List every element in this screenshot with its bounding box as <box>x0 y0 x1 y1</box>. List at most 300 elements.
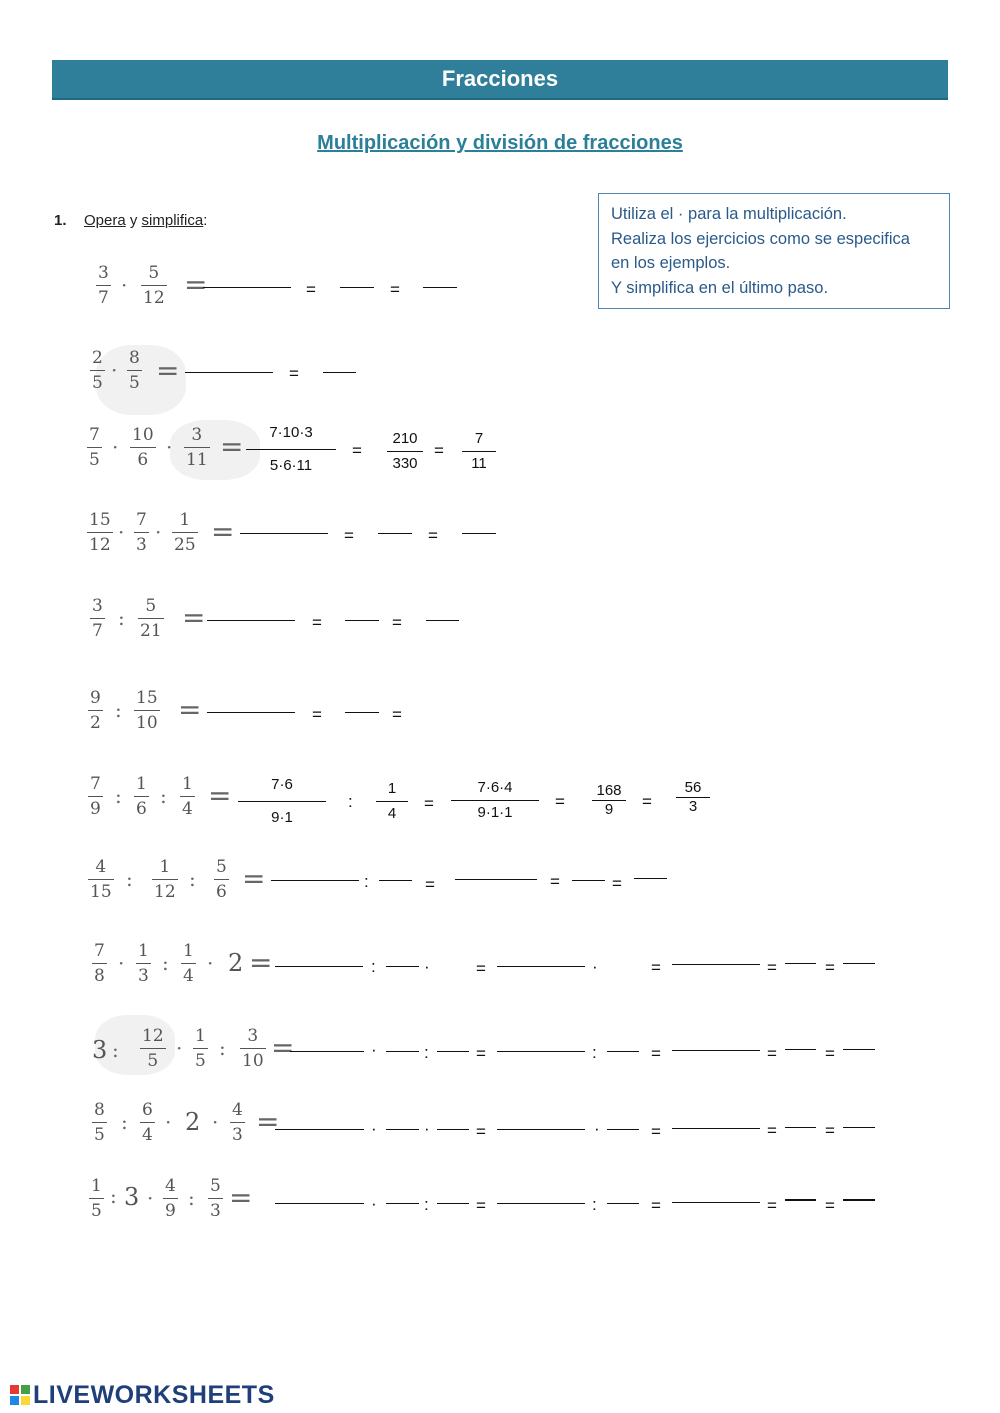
denominator: 12 <box>89 535 111 555</box>
example-step-fraction <box>246 424 336 475</box>
equals-sign: = <box>312 705 322 724</box>
numerator: 7·6 <box>271 776 293 793</box>
denominator: 5 <box>147 1051 159 1071</box>
operator: : <box>118 606 125 630</box>
operator: : <box>121 1110 128 1134</box>
equals-sign: = <box>651 1196 661 1215</box>
colon-sign: : <box>424 1195 429 1214</box>
numerator: 1 <box>136 774 147 794</box>
denominator: 11 <box>471 455 487 472</box>
fraction-bar <box>92 963 107 964</box>
fraction-bar <box>163 1198 178 1199</box>
numerator: 15 <box>89 510 111 530</box>
colon-sign: : <box>592 1043 597 1062</box>
numerator: 1 <box>183 941 194 961</box>
answer-blank[interactable] <box>843 963 875 964</box>
numerator: 8 <box>94 1100 105 1120</box>
denominator: 5·6·11 <box>269 457 313 474</box>
fraction <box>92 941 107 986</box>
operator: : <box>115 698 122 722</box>
answer-blank[interactable] <box>207 620 295 621</box>
numerator: 1 <box>138 941 149 961</box>
instruction-line: Realiza los ejercicios como se especifica <box>611 229 910 248</box>
answer-blank[interactable] <box>426 620 459 621</box>
numerator: 5 <box>148 263 160 283</box>
answer-blank[interactable] <box>672 1202 760 1203</box>
equals-sign: = <box>182 601 206 634</box>
equals-sign: = <box>229 1181 253 1214</box>
answer-blank[interactable] <box>497 966 585 967</box>
equals-sign: = <box>289 364 299 383</box>
answer-blank[interactable] <box>672 1128 760 1129</box>
fraction <box>181 941 196 986</box>
answer-blank[interactable] <box>843 1127 875 1128</box>
numerator: 3 <box>247 1026 259 1046</box>
prompt-word-simplifica: simplifica <box>141 212 204 229</box>
fraction <box>90 596 105 641</box>
dot-sign: · <box>594 1119 600 1138</box>
denominator: 3 <box>232 1125 243 1145</box>
fraction <box>163 1176 178 1221</box>
denominator: 9 <box>604 801 614 818</box>
denominator: 15 <box>90 882 112 902</box>
denominator: 4 <box>142 1125 153 1145</box>
fraction <box>172 510 198 555</box>
equals-sign: = <box>642 792 652 811</box>
fraction <box>136 941 151 986</box>
equals-sign: = <box>428 526 438 545</box>
equals-sign: = <box>476 1196 486 1215</box>
denominator: 330 <box>392 455 418 472</box>
numerator: 5 <box>145 596 157 616</box>
numerator: 1 <box>195 1026 206 1046</box>
equals-sign: = <box>211 515 235 548</box>
denominator: 5 <box>195 1051 206 1071</box>
fraction-bar <box>184 447 210 448</box>
fraction <box>90 348 105 393</box>
question-number: 1. <box>54 212 67 229</box>
example-result-fraction <box>462 430 496 473</box>
numerator: 2 <box>92 348 103 368</box>
equals-sign: = <box>825 1044 835 1063</box>
denominator: 6 <box>137 450 149 470</box>
example-step-fraction <box>451 779 539 822</box>
answer-blank[interactable] <box>843 1049 875 1050</box>
numerator: 12 <box>142 1026 164 1046</box>
dot-sign: · <box>371 1119 377 1138</box>
fraction-bar <box>140 1122 155 1123</box>
fraction-bar <box>134 532 149 533</box>
answer-blank[interactable] <box>455 879 537 880</box>
answer-blank[interactable] <box>386 966 419 967</box>
instruction-line: Y simplifica en el último paso. <box>611 278 829 297</box>
operator: : <box>162 951 169 975</box>
operator: · <box>111 358 118 382</box>
denominator: 7 <box>98 288 109 308</box>
denominator: 8 <box>94 966 105 986</box>
denominator: 5 <box>94 1125 105 1145</box>
equals-sign: = <box>352 441 362 460</box>
denominator: 9 <box>90 799 101 819</box>
fraction <box>96 263 111 308</box>
denominator: 10 <box>136 713 158 733</box>
answer-blank[interactable] <box>378 533 412 534</box>
denominator: 5 <box>129 373 140 393</box>
answer-blank[interactable] <box>423 287 457 288</box>
answer-blank[interactable] <box>672 964 760 965</box>
operator: · <box>207 951 214 975</box>
equals-sign: = <box>249 946 273 979</box>
answer-blank[interactable] <box>437 1051 469 1052</box>
denominator: 2 <box>90 713 101 733</box>
equals-sign: = <box>156 354 180 387</box>
whole-number: 3 <box>124 1183 140 1211</box>
numerator: 7 <box>136 510 147 530</box>
denominator: 4 <box>387 805 397 822</box>
numerator: 1 <box>387 780 397 797</box>
fraction <box>88 857 114 902</box>
equals-sign: = <box>825 1196 835 1215</box>
answer-blank[interactable] <box>497 1129 585 1130</box>
fraction-bar <box>208 1198 223 1199</box>
numerator: 4 <box>165 1176 176 1196</box>
equals-sign: = <box>178 693 202 726</box>
denominator: 9·1 <box>271 809 293 826</box>
answer-blank[interactable] <box>785 963 816 964</box>
equals-sign: = <box>425 875 435 894</box>
prompt-colon: : <box>203 212 208 229</box>
instruction-line: en los ejemplos. <box>611 254 731 272</box>
fraction-bar <box>141 285 167 286</box>
denominator: 9 <box>165 1201 176 1221</box>
fraction-bar <box>238 801 326 802</box>
title-banner: Fracciones <box>52 60 948 100</box>
whole-number: 3 <box>92 1036 108 1064</box>
fraction-bar <box>130 447 156 448</box>
instructions-box <box>598 193 950 309</box>
dot-sign: · <box>371 1194 377 1213</box>
equals-sign: = <box>256 1105 280 1138</box>
fraction-bar <box>462 451 496 452</box>
denominator: 3 <box>688 798 698 815</box>
dot-sign: · <box>592 957 598 976</box>
fraction-bar <box>376 801 408 802</box>
whole-number: 2 <box>228 949 244 977</box>
fraction <box>92 1100 107 1145</box>
denominator: 10 <box>242 1051 264 1071</box>
fraction <box>230 1100 245 1145</box>
operator: · <box>121 273 128 297</box>
equals-sign: = <box>312 613 322 632</box>
example-result-fraction <box>676 779 710 816</box>
prompt-connector: y <box>129 212 138 229</box>
denominator: 3 <box>138 966 149 986</box>
operator: · <box>112 435 119 459</box>
answer-blank[interactable] <box>462 533 496 534</box>
answer-blank[interactable] <box>497 1203 585 1204</box>
numerator: 168 <box>596 782 622 799</box>
operator: : <box>160 784 167 808</box>
numerator: 210 <box>392 430 418 447</box>
equals-sign: = <box>344 526 354 545</box>
fraction-bar <box>90 618 105 619</box>
answer-blank[interactable] <box>340 287 374 288</box>
fraction-bar <box>96 285 111 286</box>
operator: · <box>212 1110 219 1134</box>
answer-blank[interactable] <box>497 1051 585 1052</box>
whole-number: 2 <box>185 1108 201 1136</box>
answer-blank[interactable] <box>271 880 359 881</box>
answer-blank[interactable] <box>785 1049 816 1050</box>
fraction-bar <box>127 370 142 371</box>
fraction-bar <box>134 710 160 711</box>
denominator: 12 <box>143 288 165 308</box>
fraction-bar <box>240 1048 266 1049</box>
operator: : <box>189 867 196 891</box>
answer-blank[interactable] <box>203 287 291 288</box>
page-subtitle: Multiplicación y división de fracciones <box>317 132 683 154</box>
answer-blank[interactable] <box>843 1199 875 1201</box>
numerator: 3 <box>98 263 109 283</box>
operator: : <box>112 1038 119 1062</box>
answer-blank[interactable] <box>607 1203 639 1204</box>
denominator: 4 <box>183 966 194 986</box>
equals-sign: = <box>651 1044 661 1063</box>
answer-blank[interactable] <box>275 966 363 967</box>
equals-sign: = <box>392 613 402 632</box>
fraction <box>134 688 160 733</box>
prompt-word-opera: Opera <box>84 212 126 229</box>
numerator: 3 <box>92 596 103 616</box>
example-step-fraction <box>592 782 626 819</box>
equals-sign: = <box>220 430 244 463</box>
operator: : <box>126 867 133 891</box>
fraction <box>240 1026 266 1071</box>
numerator: 7 <box>89 425 100 445</box>
denominator: 9·1·1 <box>477 804 513 821</box>
question-prompt <box>84 212 207 229</box>
dot-sign: · <box>424 1119 430 1138</box>
operator: : <box>188 1186 195 1210</box>
fraction <box>214 857 229 902</box>
answer-blank[interactable] <box>785 1199 816 1201</box>
answer-blank[interactable] <box>185 372 273 373</box>
equals-sign: = <box>550 872 560 891</box>
fraction-bar <box>88 879 114 880</box>
answer-blank[interactable] <box>634 878 667 879</box>
equals-sign: = <box>271 1031 295 1064</box>
equals-sign: = <box>767 958 777 977</box>
numerator: 4 <box>232 1100 243 1120</box>
equals-sign: = <box>184 268 208 301</box>
fraction-bar <box>140 1048 166 1049</box>
logo-icon <box>10 1385 30 1405</box>
fraction-bar <box>230 1122 245 1123</box>
equals-sign: = <box>767 1044 777 1063</box>
operator: · <box>155 520 162 544</box>
numerator: 1 <box>91 1176 102 1196</box>
equals-sign: = <box>651 958 661 977</box>
fraction <box>88 688 103 733</box>
example-step-fraction <box>387 430 423 473</box>
equals-sign: = <box>612 874 622 893</box>
fraction-bar <box>180 796 195 797</box>
numerator: 1 <box>179 510 191 530</box>
equals-sign: = <box>651 1122 661 1141</box>
colon-sign: : <box>592 1195 597 1214</box>
denominator: 5 <box>92 373 103 393</box>
denominator: 25 <box>174 535 196 555</box>
fraction <box>88 774 103 819</box>
answer-blank[interactable] <box>386 1129 419 1130</box>
numerator: 1 <box>159 857 171 877</box>
equals-sign: = <box>825 1121 835 1140</box>
fraction-bar <box>246 449 336 450</box>
fraction-bar <box>214 879 229 880</box>
equals-sign: = <box>476 959 486 978</box>
equals-sign: = <box>424 794 434 813</box>
equals-sign: = <box>476 1044 486 1063</box>
answer-blank[interactable] <box>607 1129 639 1130</box>
fraction <box>134 774 149 819</box>
example-step-fraction <box>376 780 408 823</box>
fraction-bar <box>89 1198 104 1199</box>
answer-blank[interactable] <box>607 1051 639 1052</box>
numerator: 1 <box>182 774 193 794</box>
denominator: 6 <box>216 882 227 902</box>
operator: : <box>110 1184 117 1208</box>
operator: · <box>118 520 125 544</box>
fraction <box>140 1100 155 1145</box>
answer-blank[interactable] <box>275 1203 364 1204</box>
numerator: 7 <box>474 430 484 447</box>
fraction <box>130 425 156 470</box>
operator: · <box>176 1036 183 1060</box>
fraction <box>140 1026 166 1071</box>
fraction-bar <box>193 1048 208 1049</box>
answer-blank[interactable] <box>572 880 605 881</box>
fraction-bar <box>88 710 103 711</box>
equals-sign: = <box>242 862 266 895</box>
answer-blank[interactable] <box>345 620 379 621</box>
numerator: 5 <box>216 857 227 877</box>
answer-blank[interactable] <box>379 880 412 881</box>
numerator: 3 <box>191 425 203 445</box>
instruction-line: Utiliza el · para la multiplicación. <box>611 205 847 223</box>
answer-blank[interactable] <box>323 372 356 373</box>
colon-sign: : <box>364 872 369 891</box>
fraction-bar <box>451 800 539 801</box>
fraction-bar <box>138 618 164 619</box>
operator: · <box>165 1110 172 1134</box>
answer-blank[interactable] <box>437 1203 469 1204</box>
equals-sign: = <box>392 705 402 724</box>
equals-sign: = <box>434 441 444 460</box>
answer-blank[interactable] <box>240 533 328 534</box>
fraction <box>152 857 178 902</box>
numerator: 10 <box>132 425 154 445</box>
fraction-bar <box>152 879 178 880</box>
numerator: 15 <box>136 688 158 708</box>
colon-sign: : <box>371 957 376 976</box>
fraction-bar <box>181 963 196 964</box>
numerator: 6 <box>142 1100 153 1120</box>
logo-text: LIVEWORKSHEETS <box>33 1381 275 1409</box>
denominator: 7 <box>92 621 103 641</box>
equals-sign: = <box>767 1121 777 1140</box>
fraction <box>208 1176 223 1221</box>
denominator: 11 <box>186 450 208 470</box>
fraction-bar <box>387 451 423 452</box>
fraction-bar <box>134 796 149 797</box>
denominator: 3 <box>136 535 147 555</box>
numerator: 7 <box>94 941 105 961</box>
fraction <box>127 348 142 393</box>
answer-blank[interactable] <box>785 1127 816 1128</box>
dot-sign: · <box>424 957 430 976</box>
answer-blank[interactable] <box>386 1051 419 1052</box>
answer-blank[interactable] <box>672 1050 760 1051</box>
colon-sign: : <box>348 792 353 811</box>
answer-blank[interactable] <box>290 1051 364 1052</box>
fraction <box>87 510 113 555</box>
denominator: 5 <box>89 450 100 470</box>
liveworksheets-logo[interactable] <box>10 1381 275 1410</box>
equals-sign: = <box>390 280 400 299</box>
numerator: 56 <box>684 779 702 796</box>
numerator: 7·10·3 <box>269 424 313 441</box>
operator: · <box>166 435 173 459</box>
answer-blank[interactable] <box>207 712 295 713</box>
fraction-bar <box>87 532 113 533</box>
numerator: 7 <box>90 774 101 794</box>
fraction-bar <box>88 796 103 797</box>
answer-blank[interactable] <box>275 1129 364 1130</box>
fraction-bar <box>87 447 102 448</box>
fraction <box>193 1026 208 1071</box>
numerator: 4 <box>95 857 107 877</box>
denominator: 21 <box>140 621 162 641</box>
answer-blank[interactable] <box>437 1129 469 1130</box>
equals-sign: = <box>825 958 835 977</box>
fraction <box>138 596 164 641</box>
colon-sign: : <box>424 1043 429 1062</box>
fraction <box>180 774 195 819</box>
answer-blank[interactable] <box>345 712 379 713</box>
fraction-bar <box>136 963 151 964</box>
equals-sign: = <box>476 1122 486 1141</box>
denominator: 4 <box>182 799 193 819</box>
fraction <box>89 1176 104 1221</box>
fraction <box>134 510 149 555</box>
operator: : <box>219 1036 226 1060</box>
denominator: 3 <box>210 1201 221 1221</box>
fraction <box>141 263 167 308</box>
fraction-bar <box>92 1122 107 1123</box>
denominator: 5 <box>91 1201 102 1221</box>
answer-blank[interactable] <box>386 1203 419 1204</box>
numerator: 5 <box>210 1176 221 1196</box>
fraction-bar <box>90 370 105 371</box>
denominator: 12 <box>154 882 176 902</box>
operator: : <box>115 784 122 808</box>
equals-sign: = <box>767 1196 777 1215</box>
dot-sign: · <box>371 1040 377 1059</box>
equals-sign: = <box>208 779 232 812</box>
operator: · <box>147 1186 154 1210</box>
fraction-bar <box>172 532 198 533</box>
equals-sign: = <box>555 792 565 811</box>
